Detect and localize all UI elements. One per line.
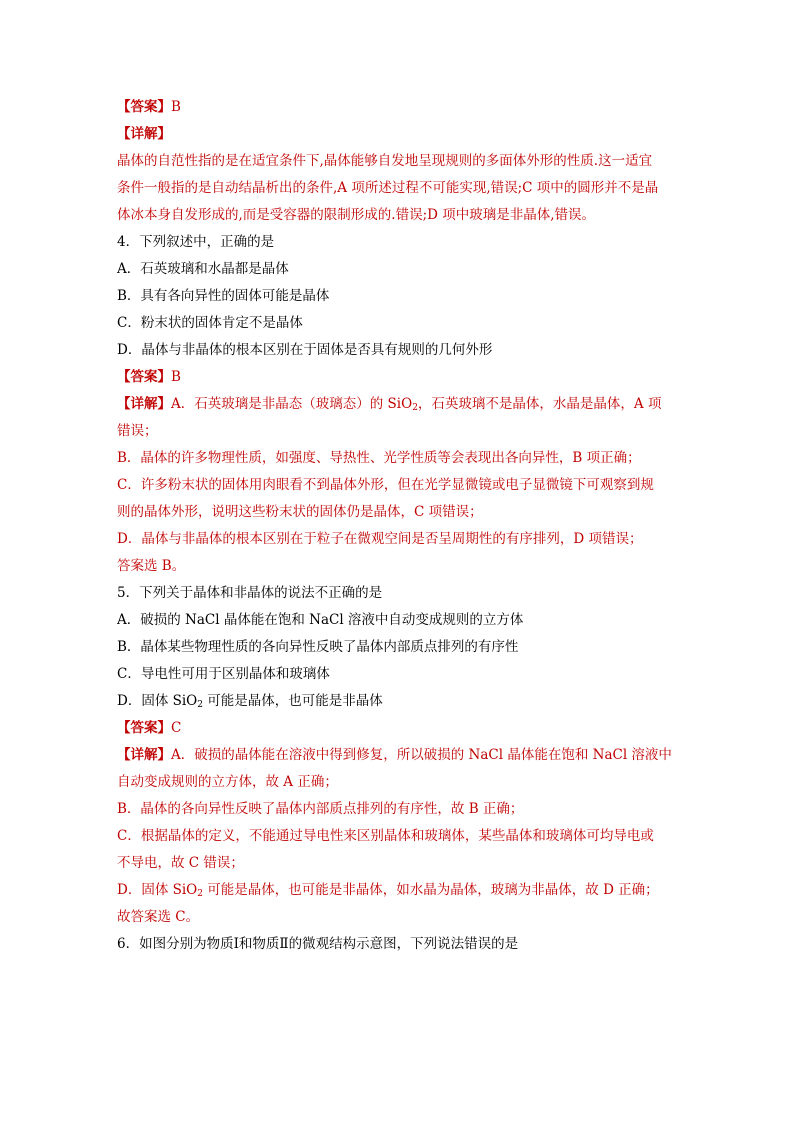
- answer-value: C: [171, 720, 182, 736]
- explanation-text: A．石英玻璃是非晶态（玻璃态）的 SiO: [171, 396, 413, 412]
- explanation-line: [117, 742, 679, 769]
- explanation-line: 自动变成规则的立方体，故 A 正确；: [117, 774, 338, 790]
- question-option: C．导电性可用于区别晶体和玻璃体: [117, 666, 330, 682]
- explanation-line: C．许多粉末状的固体用肉眼看不到晶体外形，但在光学显微镜或电子显微镜下可观察到规: [117, 477, 654, 493]
- explanation-line: 错误；: [117, 423, 158, 439]
- question-stem: 5．下列关于晶体和非晶体的说法不正确的是: [117, 585, 383, 601]
- detail-tag: 【详解】: [117, 747, 171, 763]
- question-option: B．晶体某些物理性质的各向异性反映了晶体内部质点排列的有序性: [117, 639, 519, 655]
- explanation-line: [117, 391, 679, 418]
- question-option: C．粉末状的固体肯定不是晶体: [117, 315, 303, 331]
- explanation-line: 晶体的自范性指的是在适宜条件下,晶体能够自发地呈现规则的多面体外形的性质.这一适宜: [117, 153, 653, 169]
- explanation-text: D．固体 SiO: [117, 882, 198, 898]
- question-option: A．破损的 NaCl 晶体能在饱和 NaCl 溶液中自动变成规则的立方体: [117, 612, 524, 628]
- question-stem: 6．如图分别为物质Ⅰ和物质Ⅱ的微观结构示意图，下列说法错误的是: [117, 936, 519, 952]
- option-text: D．固体 SiO: [117, 693, 198, 709]
- explanation-line: 则的晶体外形，说明这些粉末状的固体仍是晶体，C 项错误；: [117, 504, 483, 520]
- explanation-text: ，石英玻璃不是晶体，水晶是晶体，A 项: [417, 396, 662, 412]
- explanation-line: 答案选 B。: [117, 558, 186, 574]
- explanation-line: 体冰本身自发形成的,而是受容器的限制形成的.错误;D 项中玻璃是非晶体,错误。: [117, 207, 596, 223]
- detail-heading: [117, 121, 679, 148]
- question-option: D．晶体与非晶体的根本区别在于固体是否具有规则的几何外形: [117, 342, 493, 358]
- explanation-text: 可能是晶体，也可能是非晶体，如水晶为晶体，玻璃为非晶体，故 D 正确；: [202, 882, 659, 898]
- explanation-text: A．破损的晶体能在溶液中得到修复，所以破损的 NaCl 晶体能在饱和 NaCl 溶液中: [171, 747, 672, 763]
- answer-value: B: [171, 369, 181, 385]
- answer-line: [117, 364, 679, 391]
- explanation-line: D．晶体与非晶体的根本区别在于粒子在微观空间是否呈周期性的有序排列，D 项错误；: [117, 531, 643, 547]
- question-option: [117, 688, 679, 715]
- answer-line: [117, 715, 679, 742]
- question-option: B．具有各向异性的固体可能是晶体: [117, 288, 330, 304]
- question-option: A．石英玻璃和水晶都是晶体: [117, 261, 289, 277]
- answer-line: [117, 94, 679, 121]
- explanation-line: B．晶体的各向异性反映了晶体内部质点排列的有序性，故 B 正确；: [117, 801, 524, 817]
- option-text: 可能是晶体，也可能是非晶体: [202, 693, 383, 709]
- answer-tag: 【答案】: [117, 369, 171, 385]
- document-page: [117, 94, 679, 958]
- answer-tag: 【答案】: [117, 99, 171, 115]
- answer-tag: 【答案】: [117, 720, 171, 736]
- subscript: 2: [412, 403, 418, 413]
- explanation-line: B．晶体的许多物理性质，如强度、导热性、光学性质等会表现出各向异性，B 项正确；: [117, 450, 641, 466]
- detail-tag: 【详解】: [117, 126, 171, 142]
- detail-tag: 【详解】: [117, 396, 171, 412]
- subscript: 2: [197, 700, 203, 710]
- question-stem: 4．下列叙述中，正确的是: [117, 234, 275, 250]
- explanation-line: 不导电，故 C 错误；: [117, 855, 244, 871]
- explanation-line: 条件一般指的是自动结晶析出的条件,A 项所述过程不可能实现,错误;C 项中的圆形并不是晶: [117, 180, 659, 196]
- explanation-line: C．根据晶体的定义，不能通过导电性来区别晶体和玻璃体，某些晶体和玻璃体可均导电或: [117, 828, 654, 844]
- explanation-line: [117, 877, 679, 904]
- answer-value: B: [171, 99, 181, 115]
- explanation-line: 故答案选 C。: [117, 909, 200, 925]
- subscript: 2: [197, 889, 203, 899]
